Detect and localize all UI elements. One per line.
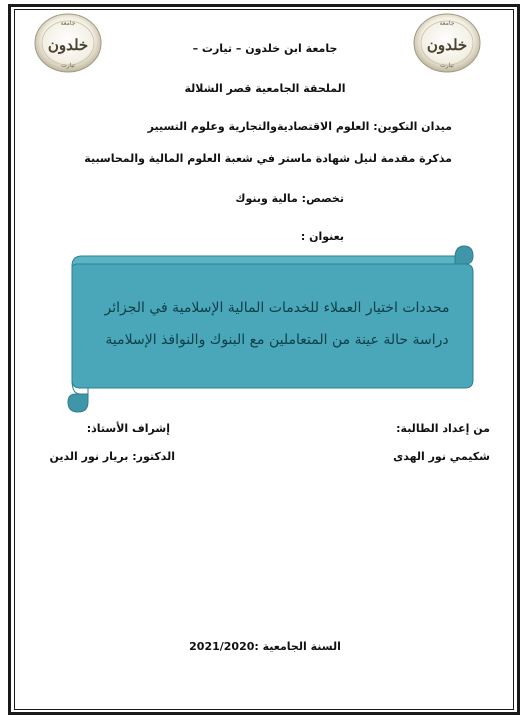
title-scroll-banner — [60, 240, 480, 415]
university-name: جامعة ابن خلدون – تيارت – — [192, 42, 338, 55]
supervisor-label: إشراف الأستاذ: — [86, 422, 170, 435]
thesis-title-line2: دراسة حالة عينة من المتعاملين مع البنوك والنوافذ الإسلامية — [105, 332, 449, 348]
logo-bottom-text: تيارت — [61, 62, 75, 69]
thesis-title-line1: محددات اختيار العملاء للخدمات المالية الإسلامية في الجزائر — [104, 300, 450, 316]
logo-main-text: خلدون — [426, 36, 468, 54]
student-name: شكيمي نور الهدى — [393, 450, 490, 463]
logo-main-text: خلدون — [47, 36, 89, 54]
student-label: من إعداد الطالبة: — [396, 422, 490, 435]
annex-name: الملحقة الجامعية قصر الشلالة — [184, 82, 346, 95]
specialty-line: تخصص: مالية وبنوك — [235, 192, 344, 205]
field-line: ميدان التكوين: العلوم الاقتصاديةوالتجارية وعلوم التسيير — [147, 120, 452, 133]
logo-top-text: جامعة — [60, 20, 76, 27]
supervisor-name: الدكتور: بريار نور الدين — [49, 450, 175, 463]
logo-bottom-text: تيارت — [440, 62, 454, 69]
logo-top-text: جامعة — [439, 20, 455, 27]
thesis-line: مذكرة مقدمة لنيل شهادة ماستر في شعبة العلوم المالية والمحاسبية — [84, 152, 452, 165]
academic-year: السنة الجامعية :2021/2020 — [189, 640, 341, 653]
title-label: بعنوان : — [300, 230, 344, 243]
